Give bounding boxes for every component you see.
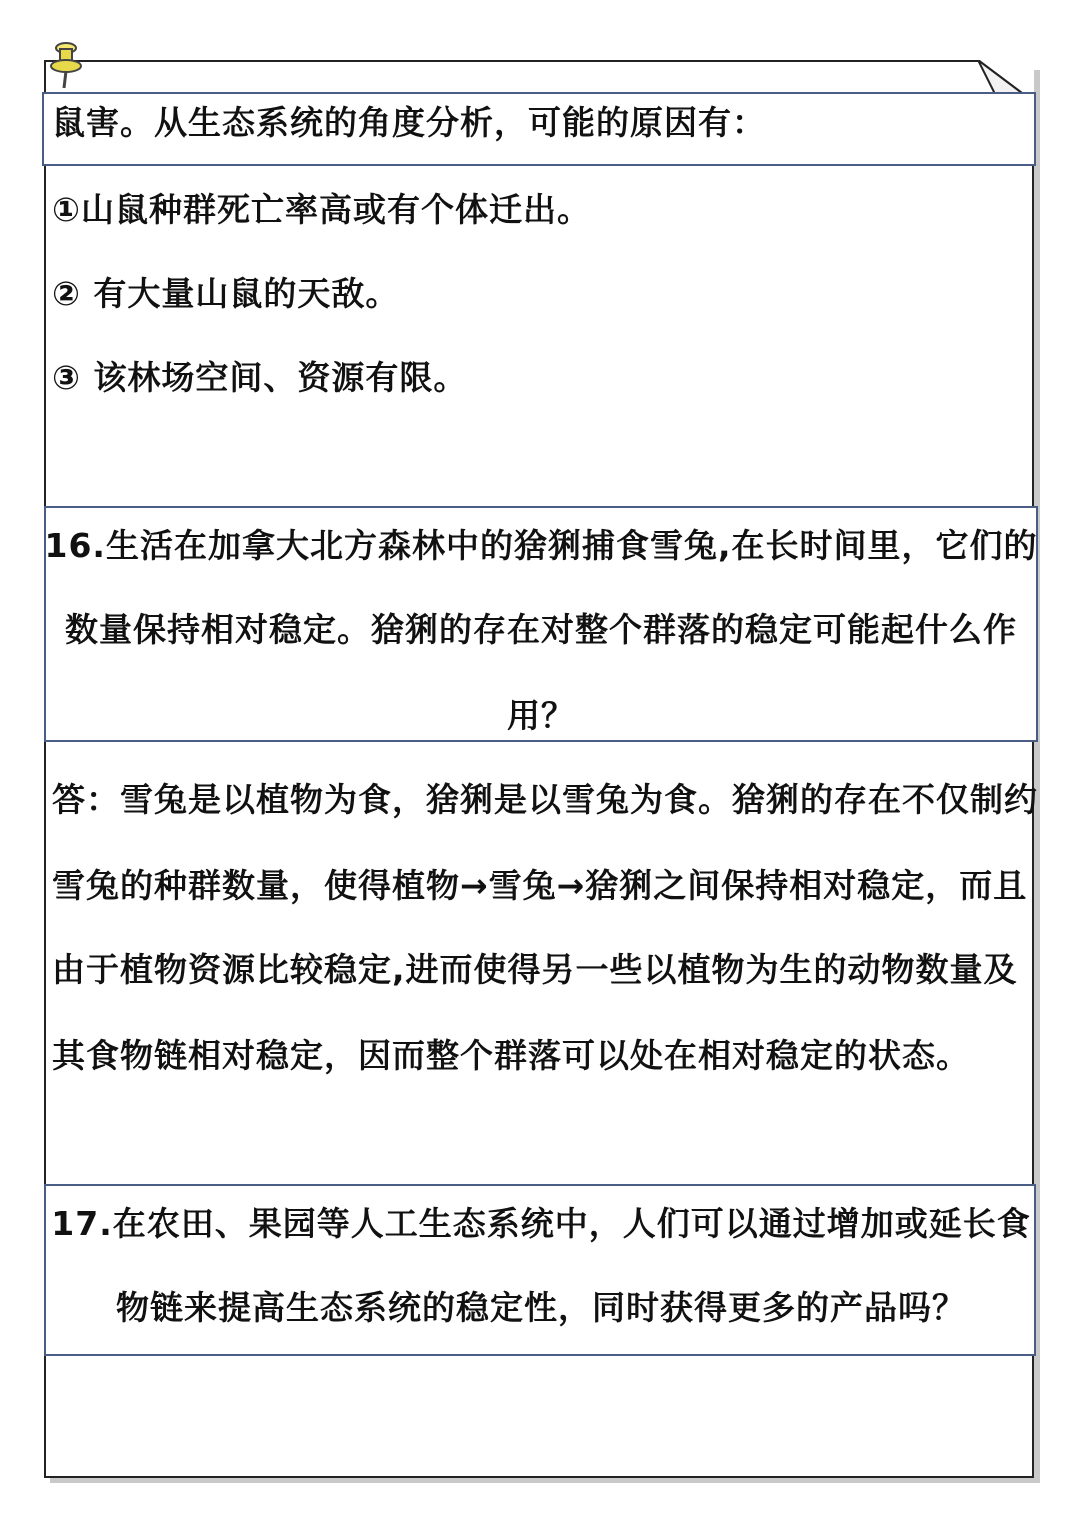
answer-16-line-4: 其食物链相对稳定，因而整个群落可以处在相对稳定的状态。 bbox=[52, 1036, 970, 1075]
answer-16-line-3: 由于植物资源比较稳定,进而使得另一些以植物为生的动物数量及 bbox=[52, 950, 1018, 989]
question-16-line-2: 数量保持相对稳定。猞猁的存在对整个群落的稳定可能起什么作 bbox=[65, 610, 1017, 649]
intro-text: 鼠害。从生态系统的角度分析，可能的原因有： bbox=[52, 103, 766, 142]
reason-item-2: ② 有大量山鼠的天敌。 bbox=[52, 274, 400, 313]
answer-16-line-2: 雪兔的种群数量，使得植物→雪兔→猞猁之间保持相对稳定，而且 bbox=[52, 866, 1028, 905]
question-16-line-1: 16.生活在加拿大北方森林中的猞猁捕食雪兔,在长时间里，它们的 bbox=[44, 526, 1038, 565]
reason-item-3: ③ 该林场空间、资源有限。 bbox=[52, 358, 468, 397]
answer-16-line-1: 答：雪兔是以植物为食，猞猁是以雪兔为食。猞猁的存在不仅制约 bbox=[52, 780, 1038, 819]
question-17-line-1: 17.在农田、果园等人工生态系统中，人们可以通过增加或延长食 bbox=[51, 1204, 1031, 1243]
question-17-line-2: 物链来提高生态系统的稳定性，同时获得更多的产品吗？ bbox=[116, 1288, 966, 1327]
reason-item-1: ①山鼠种群死亡率高或有个体迁出。 bbox=[52, 190, 591, 229]
push-pin-icon bbox=[48, 40, 84, 92]
question-16-line-3: 用？ bbox=[507, 696, 575, 735]
